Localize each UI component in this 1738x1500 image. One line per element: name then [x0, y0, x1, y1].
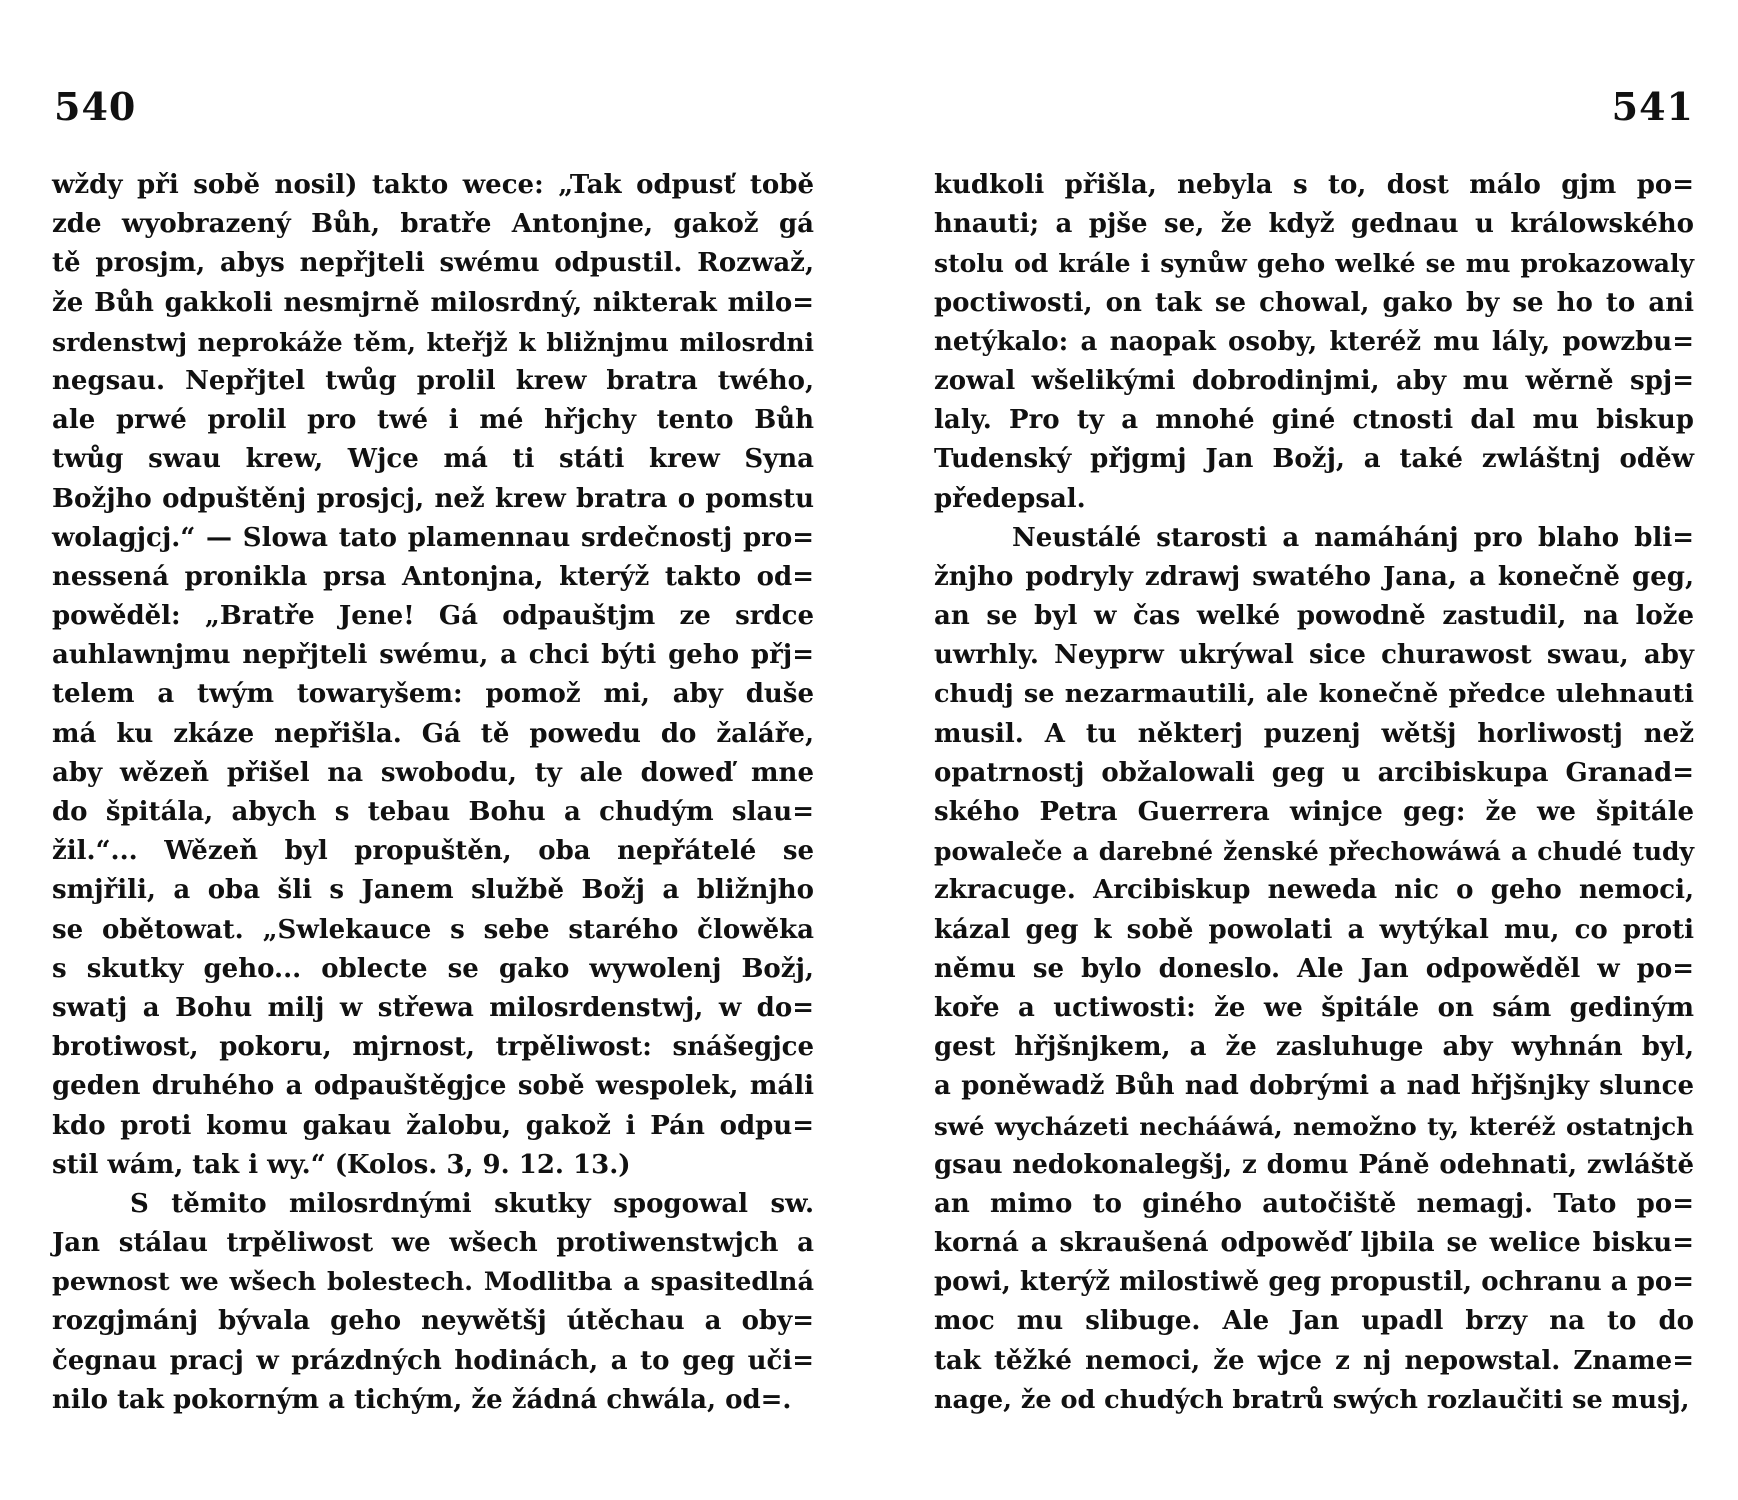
text-line: do špitála, abych s tebau Bohu a chudým slau=	[52, 797, 814, 827]
text-line: poctiwosti, on tak se chowal, gako by se ho to ani	[934, 287, 1694, 318]
text-line: brotiwost, pokoru, mjrnost, trpěliwost: snášegjce	[52, 1032, 814, 1063]
text-line: netýkalo: a naopak osoby, kteréž mu lály, powzbu=	[934, 326, 1694, 357]
gutter	[868, 0, 870, 1500]
text-line: tě prosjm, abys nepřjteli swému odpustil. Rozwaž,	[52, 248, 814, 279]
text-line: S těmito milosrdnými skutky spogowal sw.	[130, 1188, 814, 1219]
text-line: opatrnostj obžalowali geg u arcibiskupa Granad=	[934, 757, 1694, 788]
text-line: an mimo to giného autočiště nemagj. Tato po=	[934, 1188, 1694, 1219]
text-line: twůg swau krew, Wjce má ti státi krew Syna	[52, 444, 814, 475]
text-line: kázal geg k sobě powolati a wytýkal mu, co proti	[934, 914, 1694, 945]
left-page	[52, 0, 814, 1500]
text-line: Jan stálau trpěliwost we wšech protiwenstwjch a	[52, 1228, 814, 1259]
left-page-number: 540	[54, 84, 137, 129]
text-line: stil wám, tak i wy.“ (Kolos. 3, 9. 12. 13.)	[52, 1149, 631, 1180]
text-line: auhlawnjmu nepřjteli swému, a chci býti geho přj=	[52, 640, 814, 671]
text-line: žnjho podryly zdrawj swatého Jana, a konečně geg,	[934, 561, 1694, 592]
text-line: telem a twým towaryšem: pomož mi, aby duše	[52, 679, 814, 710]
text-line: uwrhly. Neyprw ukrýwal sice churawost swau, aby	[934, 640, 1694, 671]
text-line: an se byl w čas welké powodně zastudil, na lože	[934, 601, 1694, 632]
text-line: swatj a Bohu milj w střewa milosrdenstwj, w do=	[52, 992, 814, 1023]
text-line: wolagjcj.“ — Slowa tato plamennau srdečnostj pro=	[52, 522, 814, 553]
text-line: powi, kterýž milostiwě geg propustil, ochranu a po=	[934, 1267, 1694, 1298]
text-line: kdo proti komu gakau žalobu, gakož i Pán odpu=	[52, 1110, 814, 1141]
text-line: Neustálé starosti a namáhánj pro blaho bli=	[1012, 522, 1694, 553]
text-line: nage, že od chudých bratrů swých rozlaučiti se musj,	[934, 1384, 1690, 1415]
text-line: a poněwadž Bůh nad dobrými a nad hřjšnjky slunce	[934, 1071, 1694, 1102]
text-line: ského Petra Guerrera winjce geg: že we špitále	[934, 797, 1694, 827]
text-line: rozgjmánj bývala geho neywětšj útěchau a oby=	[52, 1306, 814, 1337]
left-page-text	[52, 166, 814, 1420]
text-line: se obětowat. „Swlekauce s sebe starého člowěka	[52, 914, 814, 945]
text-line: powaleče a darebné ženské přechowáwá a chudé tudy	[934, 837, 1694, 867]
text-line: předepsal.	[934, 483, 1086, 514]
text-line: powěděl: „Bratře Jene! Gá odpauštjm ze srdce	[52, 601, 814, 632]
right-page	[934, 0, 1694, 1500]
text-line: pewnost we wšech bolestech. Modlitba a spasitedlná	[52, 1267, 814, 1298]
text-line: má ku zkáze nepřišla. Gá tě powedu do žaláře,	[52, 718, 814, 749]
text-line: laly. Pro ty a mnohé giné ctnosti dal mu biskup	[934, 405, 1694, 436]
text-line: Božjho odpuštěnj prosjcj, než krew bratra o pomstu	[52, 483, 814, 514]
text-line: žil.“... Wězeň byl propuštěn, oba nepřátelé se	[52, 836, 814, 867]
text-line: gsau nedokonalegšj, z domu Páně odehnati, zwláště	[934, 1149, 1694, 1180]
text-line: tak těžké nemoci, že wjce z nj nepowstal. Zname=	[934, 1345, 1694, 1376]
text-line: korná a skraušená odpowěď ljbila se welice bisku=	[934, 1228, 1694, 1259]
right-page-number: 541	[1611, 84, 1694, 129]
text-line: zde wyobrazený Bůh, bratře Antonjne, gakož gá	[52, 209, 814, 240]
text-line: stolu od krále i synůw geho welké se mu prokazowaly	[934, 249, 1694, 279]
text-line: že Bůh gakkoli nesmjrně milosrdný, nikterak milo=	[52, 287, 814, 318]
text-line: zowal wšelikými dobrodinjmi, aby mu wěrně spj=	[934, 365, 1694, 396]
text-line: zkracuge. Arcibiskup neweda nic o geho nemoci,	[934, 875, 1694, 906]
text-line: nilo tak pokorným a tichým, že žádná chwála, od=.	[52, 1384, 792, 1415]
text-line: wždy při sobě nosil) takto wece: „Tak odpusť tobě	[52, 170, 814, 200]
text-line: koře a uctiwosti: že we špitále on sám gediným	[934, 992, 1694, 1023]
text-line: musil. A tu některj puzenj wětšj horliwostj než	[934, 718, 1694, 749]
text-line: gest hřjšnjkem, a že zasluhuge aby wyhnán byl,	[934, 1032, 1694, 1063]
text-line: němu se bylo doneslo. Ale Jan odpowěděl w po=	[934, 953, 1694, 984]
text-line: swé wycházeti nechááwá, nemožno ty, kteréž ostatnjch	[934, 1111, 1694, 1141]
text-line: Tudenský přjgmj Jan Božj, a také zwláštnj oděw	[934, 444, 1694, 475]
text-line: moc mu slibuge. Ale Jan upadl brzy na to do	[934, 1306, 1694, 1337]
text-line: kudkoli přišla, nebyla s to, dost málo gjm po=	[934, 170, 1694, 200]
text-line: geden druhého a odpauštěgjce sobě wespolek, máli	[52, 1071, 814, 1102]
text-line: negsau. Nepřjtel twůg prolil krew bratra twého,	[52, 365, 814, 396]
text-line: hnauti; a pjše se, že když gednau u králowského	[934, 209, 1694, 240]
right-page-text	[934, 166, 1694, 1420]
text-line: smjřili, a oba šli s Janem službě Božj a bližnjho	[52, 875, 814, 906]
text-line: chudj se nezarmautili, ale konečně předce ulehnauti	[934, 679, 1694, 710]
text-line: aby wězeň přišel na swobodu, ty ale doweď mne	[52, 757, 814, 788]
text-line: ale prwé prolil pro twé i mé hřjchy tento Bůh	[52, 405, 814, 436]
text-line: srdenstwj neprokáže těm, kteřjž k bližnjmu milosrdni	[52, 327, 814, 357]
text-line: čegnau pracj w prázdných hodinách, a to geg uči=	[52, 1345, 814, 1376]
text-line: s skutky geho... oblecte se gako wywolenj Božj,	[52, 953, 814, 984]
text-line: nessená pronikla prsa Antonjna, kterýž takto od=	[52, 561, 814, 592]
